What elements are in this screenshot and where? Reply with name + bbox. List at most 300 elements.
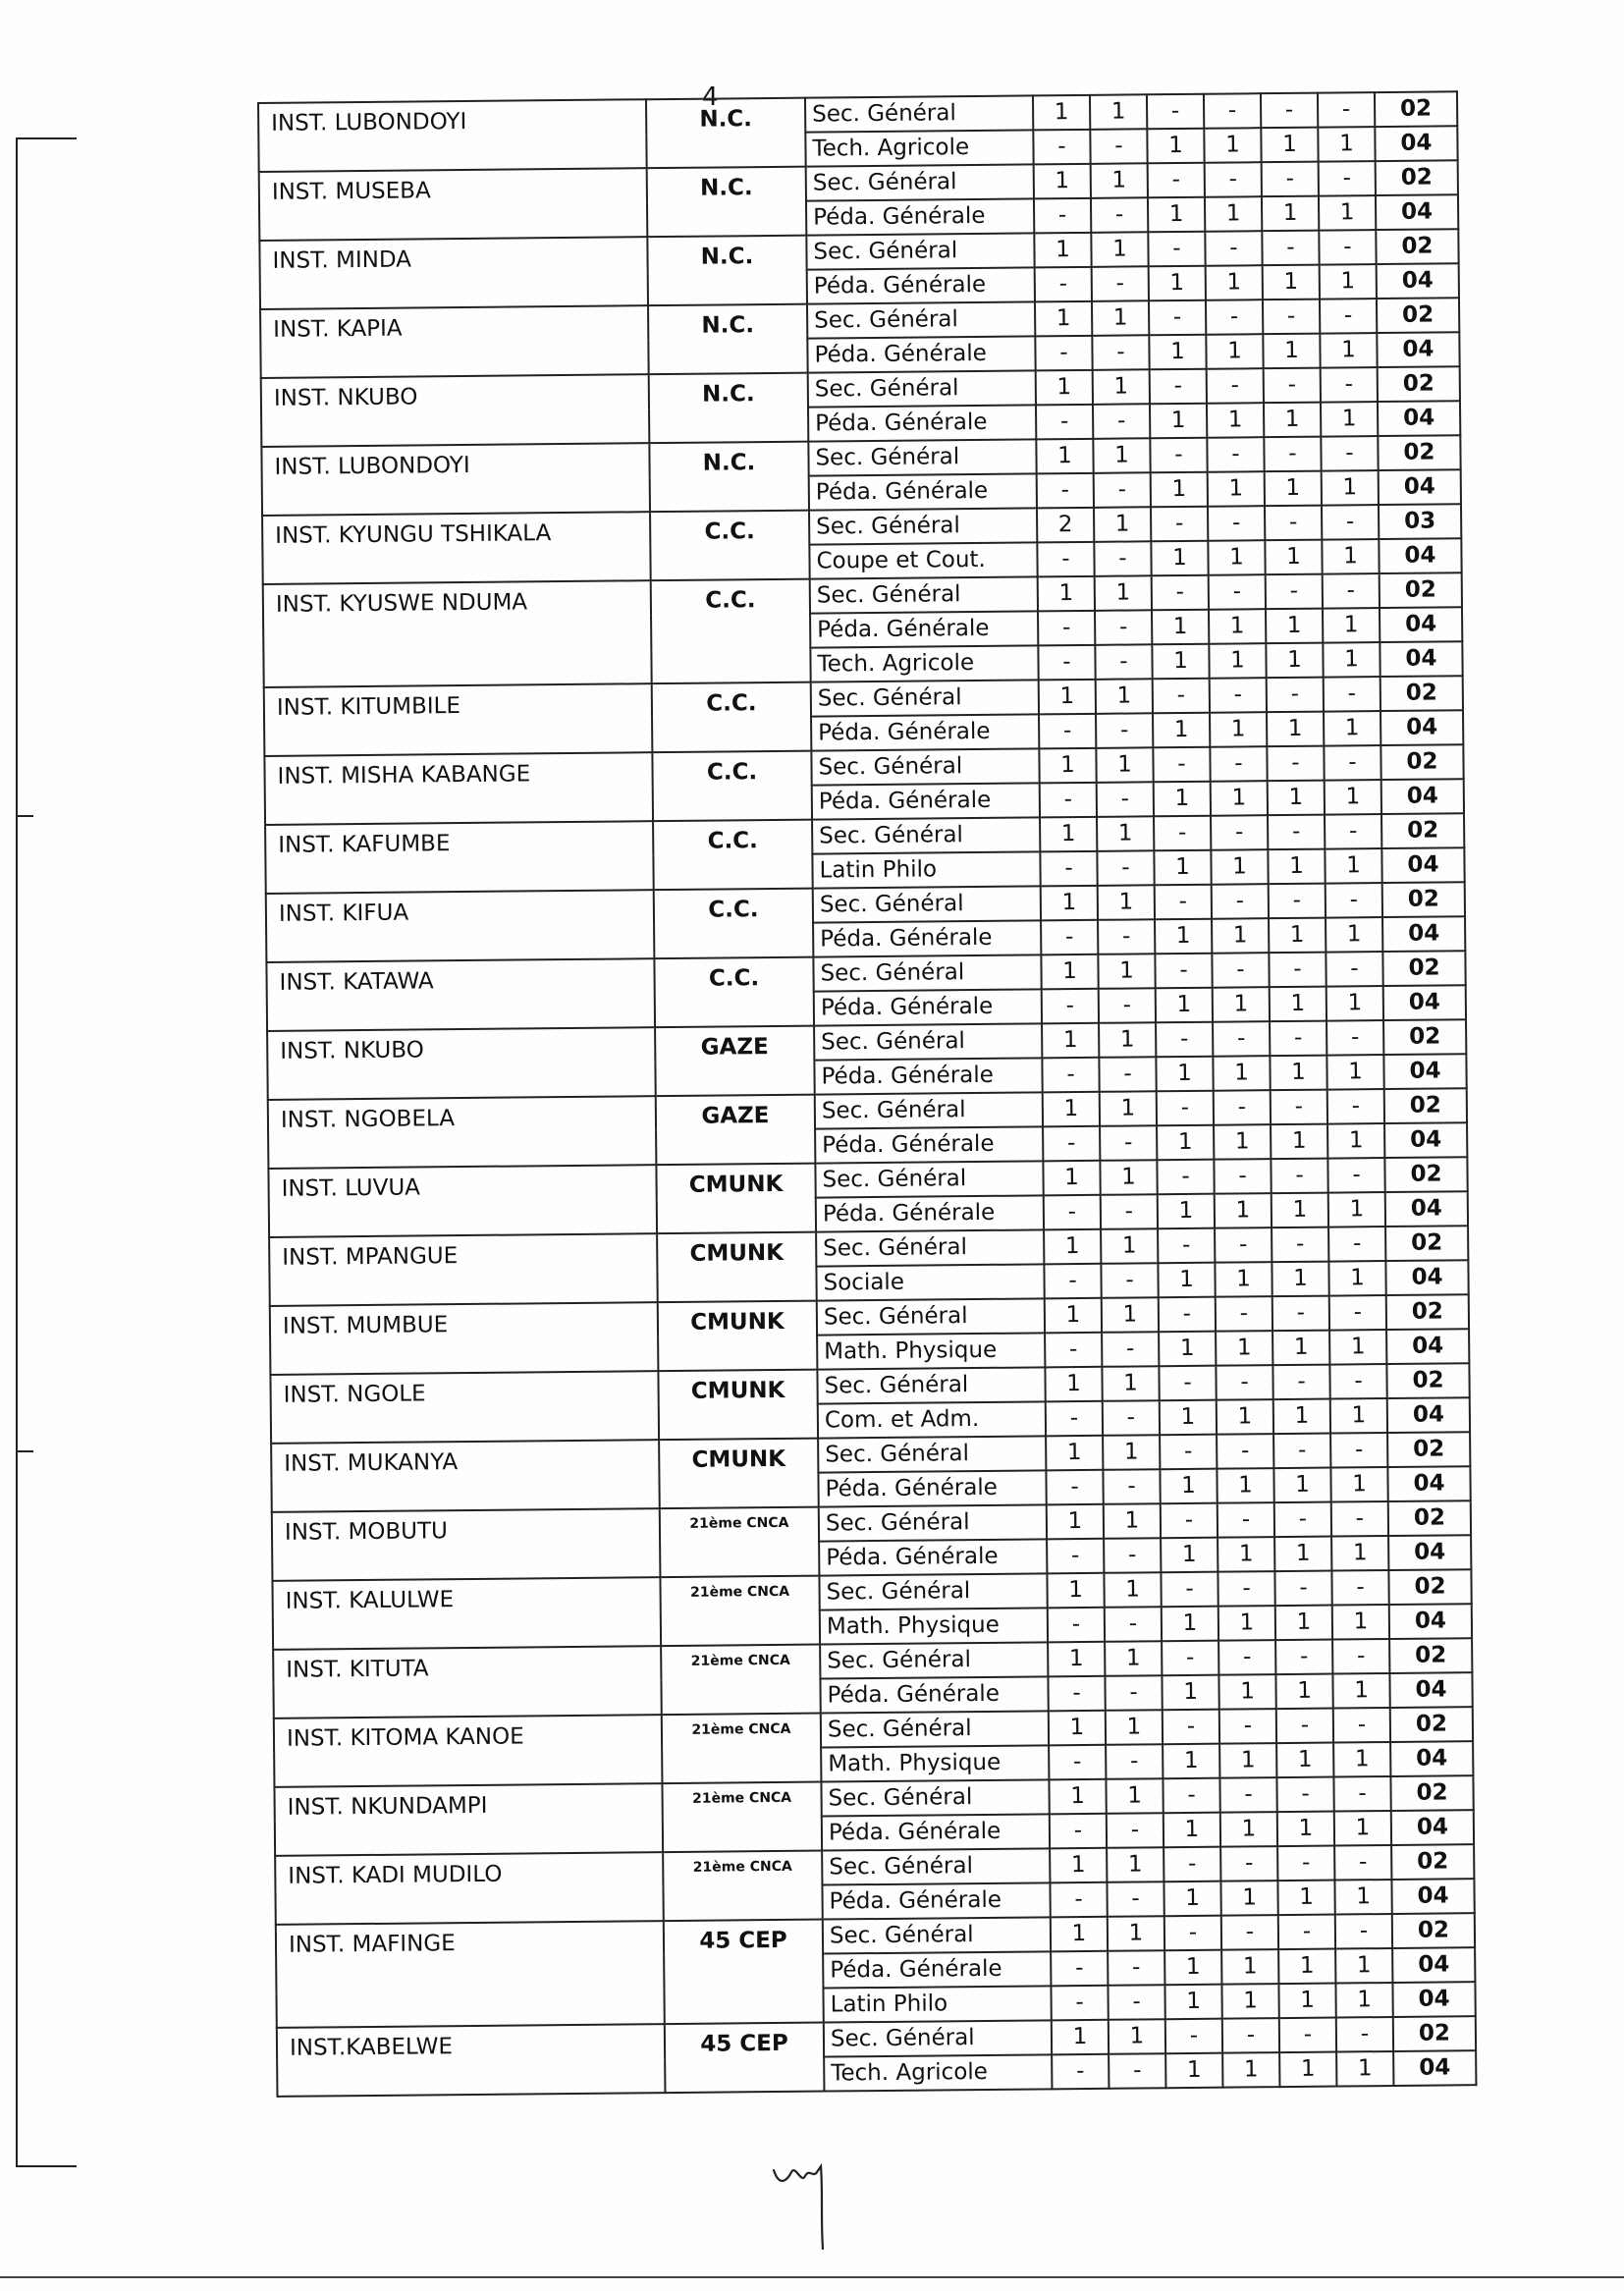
class-count-cell: -	[1040, 851, 1097, 887]
section-name: Sec. Général	[819, 1504, 1047, 1541]
school-name: INST. KAPIA	[260, 305, 649, 378]
class-count-cell: 1	[1211, 849, 1268, 885]
class-count-cell: 1	[1218, 1537, 1274, 1572]
managing-body: C.C.	[651, 579, 811, 684]
class-count-cell: -	[1324, 745, 1380, 781]
class-count-cell: 1	[1261, 128, 1318, 163]
section-name: Latin Philo	[812, 851, 1040, 888]
class-count-cell: 1	[1209, 643, 1266, 679]
class-count-cell: 1	[1046, 1436, 1103, 1471]
class-count-cell: 1	[1210, 712, 1267, 747]
total-cell: 02	[1390, 1707, 1473, 1742]
section-name: Sec. Général	[813, 886, 1041, 922]
class-count-cell: -	[1098, 919, 1155, 955]
class-count-cell: 1	[1208, 540, 1265, 575]
class-count-cell: 1	[1093, 438, 1150, 473]
class-count-cell: 1	[1159, 1332, 1216, 1367]
class-count-cell: 1	[1217, 1468, 1273, 1503]
class-count-cell: 1	[1273, 1468, 1330, 1503]
class-count-cell: 1	[1044, 1229, 1101, 1265]
school-name: INST. MUMBUE	[270, 1302, 659, 1375]
managing-body: C.C.	[654, 957, 814, 1028]
total-cell: 04	[1385, 1191, 1468, 1227]
section-name: Péda. Générale	[820, 1676, 1048, 1713]
class-count-cell: 1	[1156, 988, 1213, 1023]
school-name: INST. NGOBELA	[268, 1096, 657, 1169]
class-count-cell: -	[1045, 1333, 1102, 1368]
class-count-cell: 1	[1218, 1674, 1275, 1710]
class-count-cell: -	[1207, 368, 1264, 404]
class-count-cell: -	[1212, 953, 1269, 988]
class-count-cell: 1	[1268, 781, 1325, 816]
school-name: INST. MUSEBA	[259, 168, 648, 241]
class-count-cell: -	[1209, 574, 1266, 610]
class-count-cell: -	[1097, 850, 1154, 886]
class-count-cell: 1	[1051, 1917, 1108, 1952]
class-count-cell: 1	[1218, 1606, 1275, 1641]
class-count-cell: -	[1271, 1159, 1327, 1194]
managing-body: 21ème CNCA	[660, 1576, 820, 1647]
class-count-cell: -	[1038, 645, 1095, 681]
section-name: Sociale	[816, 1264, 1044, 1300]
section-name: Sec. Général	[815, 1161, 1043, 1197]
class-count-cell: 1	[1156, 1057, 1213, 1092]
class-count-cell: 1	[1275, 1606, 1332, 1641]
class-count-cell: -	[1329, 1364, 1386, 1399]
class-count-cell: -	[1037, 542, 1094, 577]
school-name: INST. LUBONDOYI	[258, 99, 647, 172]
managing-body: N.C.	[648, 304, 808, 375]
class-count-cell: -	[1107, 1882, 1164, 1917]
class-count-cell: -	[1216, 1365, 1272, 1400]
class-count-cell: -	[1043, 1126, 1100, 1162]
section-name: Péda. Générale	[811, 714, 1039, 750]
class-count-cell: 1	[1041, 955, 1098, 990]
class-count-cell: 1	[1219, 1743, 1276, 1778]
class-count-cell: -	[1099, 1057, 1156, 1092]
school-name: INST. MPANGUE	[269, 1233, 658, 1306]
class-count-cell: -	[1319, 230, 1376, 265]
table-body	[258, 91, 1476, 2097]
class-count-cell: -	[1103, 1400, 1160, 1436]
total-cell: 04	[1381, 779, 1464, 814]
class-count-cell: -	[1040, 783, 1097, 818]
class-count-cell: -	[1156, 1022, 1213, 1058]
class-count-cell: 1	[1208, 471, 1265, 507]
class-count-cell: 1	[1265, 540, 1322, 575]
class-count-cell: 1	[1043, 1092, 1100, 1127]
class-count-cell: -	[1101, 1263, 1158, 1298]
total-cell: 04	[1393, 2050, 1476, 2086]
class-count-cell: 1	[1320, 264, 1377, 300]
left-margin-frame	[16, 137, 77, 2167]
section-name: Péda. Générale	[810, 611, 1038, 647]
class-count-cell: 1	[1152, 610, 1209, 645]
class-count-cell: -	[1035, 267, 1092, 302]
class-count-cell: -	[1095, 644, 1152, 680]
class-count-cell: 1	[1164, 1813, 1220, 1848]
class-count-cell: -	[1330, 1433, 1387, 1468]
class-count-cell: -	[1153, 679, 1210, 714]
school-name: INST. KITUTA	[273, 1646, 662, 1718]
class-count-cell: 1	[1276, 1743, 1333, 1778]
total-cell: 04	[1389, 1672, 1472, 1708]
class-count-cell: 1	[1154, 782, 1211, 817]
managing-body: N.C.	[649, 373, 809, 444]
class-count-cell: 1	[1049, 1779, 1106, 1815]
class-count-cell: -	[1107, 1813, 1164, 1848]
class-count-cell: 1	[1108, 1916, 1164, 1951]
total-cell: 03	[1379, 504, 1461, 539]
class-count-cell: 1	[1100, 1160, 1157, 1195]
total-cell: 02	[1383, 1019, 1466, 1055]
total-cell: 02	[1387, 1432, 1470, 1467]
total-cell: 04	[1386, 1329, 1469, 1364]
class-count-cell: -	[1210, 746, 1267, 782]
class-count-cell: 1	[1150, 404, 1207, 439]
class-count-cell: -	[1037, 473, 1094, 509]
section-name: Sec. Général	[814, 1023, 1042, 1060]
section-name: Péda. Générale	[818, 1470, 1046, 1506]
class-count-cell: 1	[1215, 1262, 1272, 1297]
total-cell: 04	[1382, 916, 1465, 952]
class-count-cell: 1	[1273, 1399, 1330, 1435]
class-count-cell: -	[1164, 1847, 1220, 1882]
class-count-cell: -	[1153, 747, 1210, 783]
managing-body: 21ème CNCA	[662, 1782, 822, 1853]
class-count-cell: -	[1048, 1676, 1105, 1712]
class-count-cell: -	[1103, 1469, 1160, 1504]
class-count-cell: 1	[1041, 886, 1098, 921]
section-name: Sec. Général	[817, 1298, 1045, 1335]
class-count-cell: -	[1165, 2019, 1222, 2054]
class-count-cell: 1	[1148, 197, 1205, 233]
total-cell: 04	[1391, 1879, 1474, 1914]
class-count-cell: 1	[1164, 1985, 1221, 2020]
class-count-cell: 1	[1215, 1193, 1272, 1228]
class-count-cell: 1	[1105, 1641, 1162, 1676]
class-count-cell: -	[1159, 1297, 1216, 1333]
class-count-cell: 1	[1318, 127, 1375, 162]
managing-body: 21ème CNCA	[663, 1851, 823, 1922]
class-count-cell: 1	[1216, 1331, 1272, 1366]
class-count-cell: 1	[1278, 1949, 1335, 1985]
section-name: Com. et Adm.	[818, 1401, 1046, 1438]
class-count-cell: -	[1269, 953, 1326, 988]
class-count-cell: -	[1331, 1501, 1388, 1537]
class-count-cell: 1	[1207, 403, 1264, 438]
class-count-cell: 1	[1270, 987, 1326, 1022]
total-cell: 04	[1377, 332, 1459, 367]
class-count-cell: -	[1155, 885, 1212, 920]
school-name: INST. NKUNDAMPI	[274, 1783, 663, 1856]
class-count-cell: 1	[1155, 919, 1212, 955]
class-count-cell: 1	[1322, 539, 1379, 574]
class-count-cell: -	[1271, 1090, 1327, 1125]
class-count-cell: 1	[1039, 748, 1096, 784]
class-count-cell: -	[1092, 335, 1149, 370]
class-count-cell: -	[1152, 575, 1209, 611]
class-count-cell: 1	[1330, 1398, 1387, 1434]
class-count-cell: 1	[1036, 439, 1093, 474]
class-count-cell: 1	[1147, 129, 1204, 164]
class-count-cell: -	[1275, 1640, 1332, 1675]
class-count-cell: -	[1263, 300, 1320, 335]
class-count-cell: 1	[1330, 1467, 1387, 1502]
class-count-cell: -	[1264, 437, 1321, 472]
margin-tick	[16, 1450, 33, 1452]
managing-body: N.C.	[649, 442, 809, 513]
class-count-cell: -	[1220, 1846, 1277, 1882]
section-name: Sec. Général	[806, 233, 1034, 269]
class-count-cell: 1	[1152, 644, 1209, 680]
class-count-cell: 1	[1160, 1469, 1217, 1504]
class-count-cell: 1	[1102, 1297, 1159, 1333]
class-count-cell: -	[1222, 2018, 1279, 2053]
class-count-cell: -	[1327, 1089, 1384, 1124]
managing-body: 21ème CNCA	[662, 1714, 822, 1784]
school-name: INST. KYUSWE NDUMA	[263, 580, 652, 687]
section-name: Tech. Agricole	[810, 645, 1038, 682]
total-cell: 02	[1392, 1913, 1475, 1948]
total-cell: 04	[1390, 1741, 1473, 1776]
class-count-cell: 1	[1097, 816, 1154, 851]
class-count-cell: -	[1326, 883, 1382, 918]
class-count-cell: 1	[1162, 1675, 1218, 1711]
class-count-cell: 1	[1043, 1161, 1100, 1196]
class-count-cell: -	[1217, 1434, 1273, 1469]
managing-body: 21ème CNCA	[661, 1645, 821, 1716]
class-count-cell: -	[1050, 1882, 1107, 1918]
class-count-cell: 1	[1335, 1948, 1392, 1984]
class-count-cell: 1	[1272, 1331, 1329, 1366]
school-name: INST. MOBUTU	[272, 1508, 661, 1581]
class-count-cell: -	[1157, 1160, 1214, 1195]
total-cell: 02	[1388, 1569, 1471, 1605]
class-count-cell: 1	[1279, 2052, 1336, 2088]
section-name: Péda. Générale	[822, 1814, 1050, 1850]
class-count-cell: 1	[1206, 334, 1263, 369]
class-count-cell: -	[1035, 336, 1092, 371]
section-name: Péda. Générale	[806, 198, 1034, 235]
section-name: Sec. Général	[822, 1848, 1050, 1884]
class-count-cell: 1	[1204, 128, 1261, 163]
total-cell: 04	[1391, 1810, 1474, 1845]
class-count-cell: -	[1319, 161, 1376, 196]
class-count-cell: 1	[1265, 471, 1322, 507]
class-count-cell: -	[1269, 884, 1326, 919]
section-name: Péda. Générale	[808, 405, 1036, 441]
class-count-cell: -	[1265, 506, 1322, 541]
section-name: Coupe et Cout.	[809, 542, 1037, 578]
class-count-cell: 1	[1272, 1262, 1328, 1297]
class-count-cell: -	[1036, 405, 1093, 440]
class-count-cell: 1	[1206, 265, 1263, 300]
class-count-cell: 1	[1327, 1123, 1384, 1159]
class-count-cell: 1	[1104, 1572, 1161, 1608]
section-name: Péda. Générale	[819, 1539, 1047, 1575]
class-count-cell: 1	[1332, 1605, 1389, 1640]
class-count-cell: 1	[1034, 164, 1091, 199]
class-count-cell: -	[1164, 1916, 1221, 1951]
class-count-cell: 1	[1096, 747, 1153, 783]
class-count-cell: 1	[1095, 575, 1152, 611]
class-count-cell: -	[1162, 1641, 1218, 1676]
class-count-cell: -	[1206, 300, 1263, 335]
class-count-cell: 1	[1162, 1607, 1218, 1642]
school-name: INST. KITUMBILE	[264, 683, 653, 756]
class-count-cell: -	[1320, 299, 1377, 334]
class-count-cell: -	[1272, 1296, 1329, 1332]
class-count-cell: -	[1094, 541, 1151, 576]
class-count-cell: 1	[1165, 2053, 1222, 2089]
handwritten-signature	[766, 2151, 884, 2259]
section-name: Sec. Général	[811, 680, 1039, 716]
class-count-cell: -	[1262, 162, 1319, 197]
total-cell: 04	[1385, 1260, 1468, 1295]
class-count-cell: -	[1148, 163, 1205, 198]
class-count-cell: -	[1204, 93, 1261, 129]
managing-body: CMUNK	[657, 1232, 817, 1303]
class-count-cell: 1	[1153, 713, 1210, 748]
class-count-cell: -	[1051, 1951, 1108, 1987]
class-count-cell: -	[1270, 1021, 1326, 1057]
total-cell: 02	[1378, 366, 1460, 402]
class-count-cell: -	[1097, 782, 1154, 817]
class-count-cell: 1	[1263, 265, 1320, 300]
section-name: Sec. Général	[805, 95, 1033, 132]
class-count-cell: 1	[1332, 1673, 1389, 1709]
class-count-cell: -	[1091, 197, 1148, 233]
section-name: Péda. Générale	[816, 1195, 1044, 1231]
total-cell: 04	[1380, 607, 1462, 642]
managing-body: C.C.	[650, 511, 810, 581]
class-count-cell: -	[1216, 1296, 1272, 1332]
managing-body: N.C.	[646, 98, 806, 169]
total-cell: 02	[1380, 744, 1463, 780]
class-count-cell: -	[1157, 1091, 1214, 1126]
total-cell: 02	[1384, 1157, 1467, 1192]
school-name: INST. KYUNGU TSHIKALA	[262, 512, 651, 584]
class-count-cell: 1	[1052, 2020, 1109, 2055]
class-count-cell: -	[1046, 1401, 1103, 1437]
total-cell: 04	[1392, 1982, 1475, 2017]
class-count-cell: -	[1331, 1570, 1388, 1606]
class-count-cell: -	[1218, 1571, 1274, 1607]
class-count-cell: 1	[1098, 885, 1155, 920]
class-count-cell: 1	[1267, 712, 1324, 747]
total-cell: 04	[1380, 641, 1462, 677]
total-cell: 02	[1380, 573, 1462, 608]
school-name: INST. KIFUA	[266, 890, 655, 962]
class-count-cell: 1	[1035, 301, 1092, 337]
total-cell: 04	[1379, 538, 1461, 573]
class-count-cell: -	[1034, 198, 1091, 234]
class-count-cell: 1	[1163, 1744, 1219, 1779]
managing-body: C.C.	[652, 751, 812, 822]
school-name: INST. KADI MUDILO	[275, 1852, 664, 1925]
class-count-cell: 1	[1090, 94, 1147, 130]
class-count-cell: 1	[1333, 1742, 1390, 1777]
class-count-cell: 1	[1103, 1435, 1160, 1470]
total-cell: 04	[1388, 1535, 1471, 1570]
total-cell: 02	[1382, 951, 1465, 986]
class-count-cell: 1	[1047, 1504, 1104, 1540]
class-count-cell: -	[1272, 1227, 1328, 1263]
class-count-cell: -	[1046, 1470, 1103, 1505]
class-count-cell: 1	[1326, 917, 1382, 953]
class-count-cell: 1	[1158, 1263, 1215, 1298]
managing-body: C.C.	[652, 682, 812, 753]
class-count-cell: 1	[1268, 849, 1325, 885]
school-name: INST. MISHA KABANGE	[264, 752, 653, 825]
class-count-cell: -	[1042, 1058, 1099, 1093]
class-count-cell: 1	[1106, 1710, 1163, 1745]
page-bottom-rule	[0, 2276, 1624, 2278]
class-count-cell: 1	[1045, 1298, 1102, 1334]
class-count-cell: -	[1328, 1227, 1385, 1262]
class-count-cell: -	[1106, 1744, 1163, 1779]
class-count-cell: 1	[1325, 848, 1381, 884]
class-count-cell: -	[1205, 162, 1262, 197]
class-count-cell: -	[1163, 1710, 1219, 1745]
section-name: Sec. Général	[820, 1642, 1048, 1678]
class-count-cell: -	[1267, 746, 1324, 782]
managing-body: C.C.	[654, 889, 814, 959]
class-count-cell: -	[1108, 1985, 1164, 2020]
total-cell: 02	[1388, 1500, 1471, 1536]
class-count-cell: -	[1160, 1435, 1217, 1470]
class-count-cell: -	[1278, 1915, 1335, 1950]
class-count-cell: -	[1266, 574, 1323, 610]
class-count-cell: 1	[1217, 1399, 1273, 1435]
managing-body: N.C.	[647, 167, 807, 238]
class-count-cell: -	[1095, 610, 1152, 645]
total-cell: 02	[1393, 2016, 1476, 2051]
total-cell: 04	[1379, 469, 1461, 505]
class-count-cell: 1	[1102, 1366, 1159, 1401]
class-count-cell: -	[1093, 404, 1150, 439]
class-count-cell: 1	[1331, 1536, 1388, 1571]
class-count-cell: -	[1325, 814, 1381, 849]
class-count-cell: 1	[1093, 369, 1150, 405]
class-count-cell: 1	[1034, 233, 1091, 268]
total-cell: 02	[1376, 229, 1458, 264]
class-count-cell: 1	[1036, 370, 1093, 406]
class-count-cell: 1	[1334, 1811, 1391, 1846]
class-count-cell: 1	[1050, 1848, 1107, 1883]
class-count-cell: 1	[1326, 986, 1383, 1021]
class-count-cell: -	[1154, 816, 1211, 851]
section-name: Tech. Agricole	[805, 130, 1033, 166]
class-count-cell: 1	[1266, 609, 1323, 644]
total-cell: 02	[1375, 91, 1457, 127]
class-count-cell: 1	[1047, 1573, 1104, 1609]
class-count-cell: 1	[1096, 679, 1153, 714]
class-count-cell: -	[1105, 1675, 1162, 1711]
class-count-cell: 1	[1329, 1330, 1386, 1365]
class-count-cell: 1	[1336, 2051, 1393, 2087]
class-count-cell: 1	[1149, 266, 1206, 301]
managing-body: GAZE	[655, 1026, 815, 1097]
class-count-cell: 1	[1323, 642, 1380, 678]
class-count-cell: -	[1100, 1125, 1157, 1161]
class-count-cell: 1	[1151, 472, 1208, 508]
class-count-cell: -	[1214, 1159, 1271, 1194]
section-name: Math. Physique	[817, 1333, 1045, 1369]
section-name: Sec. Général	[815, 1092, 1043, 1128]
class-count-cell: -	[1332, 1639, 1389, 1674]
